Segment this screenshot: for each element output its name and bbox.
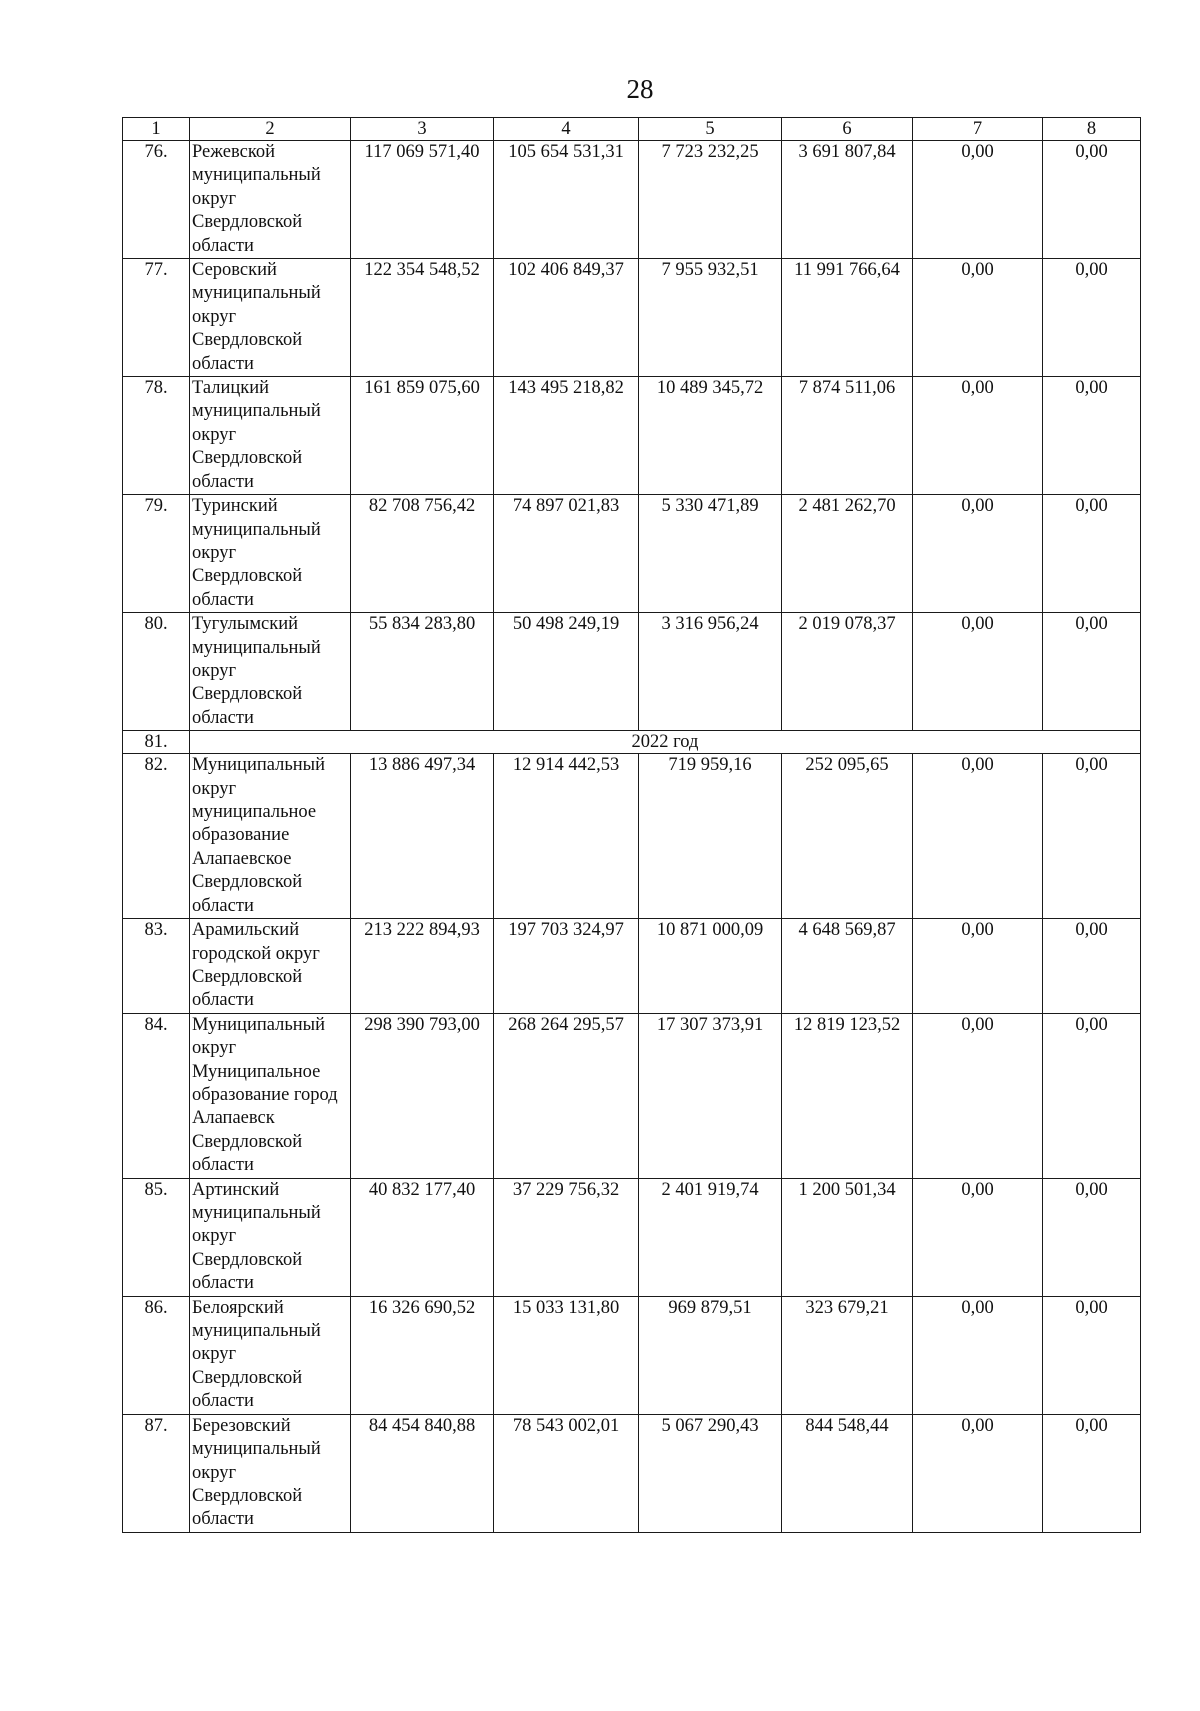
value-col-8: 0,00 xyxy=(1043,377,1141,495)
municipality-name: Туринский муниципальный округ Свердловской области xyxy=(190,495,351,613)
value-col-6: 2 481 262,70 xyxy=(782,495,913,613)
value-col-4: 102 406 849,37 xyxy=(494,259,639,377)
municipality-name: Белоярский муниципальный округ Свердловской области xyxy=(190,1296,351,1414)
column-header: 8 xyxy=(1043,118,1141,141)
value-col-3: 40 832 177,40 xyxy=(351,1178,494,1296)
value-col-7: 0,00 xyxy=(913,377,1043,495)
value-col-3: 55 834 283,80 xyxy=(351,613,494,731)
value-col-5: 5 067 290,43 xyxy=(639,1414,782,1532)
table-row xyxy=(123,377,1141,495)
value-col-4: 50 498 249,19 xyxy=(494,613,639,731)
value-col-7: 0,00 xyxy=(913,1296,1043,1414)
data-table xyxy=(122,117,1141,1533)
value-col-5: 7 723 232,25 xyxy=(639,141,782,259)
municipality-name: Муниципальный округ муниципальное образование Алапаевское Свердловской области xyxy=(190,754,351,919)
value-col-6: 844 548,44 xyxy=(782,1414,913,1532)
value-col-4: 74 897 021,83 xyxy=(494,495,639,613)
row-number: 79. xyxy=(123,495,190,613)
column-header: 5 xyxy=(639,118,782,141)
value-col-4: 268 264 295,57 xyxy=(494,1013,639,1178)
table-row xyxy=(123,919,1141,1014)
value-col-7: 0,00 xyxy=(913,259,1043,377)
table-row xyxy=(123,1414,1141,1532)
column-header: 4 xyxy=(494,118,639,141)
row-number: 80. xyxy=(123,613,190,731)
column-header: 1 xyxy=(123,118,190,141)
value-col-7: 0,00 xyxy=(913,141,1043,259)
municipality-name: Режевской муниципальный округ Свердловской области xyxy=(190,141,351,259)
municipality-name: Арамильский городской округ Свердловской области xyxy=(190,919,351,1014)
value-col-5: 5 330 471,89 xyxy=(639,495,782,613)
value-col-4: 197 703 324,97 xyxy=(494,919,639,1014)
value-col-4: 105 654 531,31 xyxy=(494,141,639,259)
value-col-6: 2 019 078,37 xyxy=(782,613,913,731)
table-row xyxy=(123,1296,1141,1414)
municipality-name: Серовский муниципальный округ Свердловской области xyxy=(190,259,351,377)
value-col-6: 4 648 569,87 xyxy=(782,919,913,1014)
municipality-name: Березовский муниципальный округ Свердловской области xyxy=(190,1414,351,1532)
value-col-3: 117 069 571,40 xyxy=(351,141,494,259)
table-row xyxy=(123,754,1141,919)
row-number: 86. xyxy=(123,1296,190,1414)
table-row xyxy=(123,259,1141,377)
value-col-5: 969 879,51 xyxy=(639,1296,782,1414)
value-col-3: 13 886 497,34 xyxy=(351,754,494,919)
value-col-7: 0,00 xyxy=(913,919,1043,1014)
row-number: 87. xyxy=(123,1414,190,1532)
value-col-8: 0,00 xyxy=(1043,495,1141,613)
value-col-3: 16 326 690,52 xyxy=(351,1296,494,1414)
row-number: 82. xyxy=(123,754,190,919)
value-col-5: 3 316 956,24 xyxy=(639,613,782,731)
value-col-8: 0,00 xyxy=(1043,613,1141,731)
value-col-4: 12 914 442,53 xyxy=(494,754,639,919)
row-number: 85. xyxy=(123,1178,190,1296)
value-col-3: 84 454 840,88 xyxy=(351,1414,494,1532)
column-header: 6 xyxy=(782,118,913,141)
municipality-name: Талицкий муниципальный округ Свердловской области xyxy=(190,377,351,495)
value-col-5: 2 401 919,74 xyxy=(639,1178,782,1296)
value-col-6: 3 691 807,84 xyxy=(782,141,913,259)
value-col-6: 323 679,21 xyxy=(782,1296,913,1414)
value-col-7: 0,00 xyxy=(913,495,1043,613)
row-number: 83. xyxy=(123,919,190,1014)
value-col-8: 0,00 xyxy=(1043,141,1141,259)
value-col-3: 298 390 793,00 xyxy=(351,1013,494,1178)
row-number: 77. xyxy=(123,259,190,377)
value-col-8: 0,00 xyxy=(1043,1296,1141,1414)
value-col-8: 0,00 xyxy=(1043,919,1141,1014)
value-col-7: 0,00 xyxy=(913,1178,1043,1296)
row-number: 81. xyxy=(123,731,190,754)
table-row xyxy=(123,1178,1141,1296)
value-col-8: 0,00 xyxy=(1043,1013,1141,1178)
value-col-6: 7 874 511,06 xyxy=(782,377,913,495)
value-col-3: 213 222 894,93 xyxy=(351,919,494,1014)
table-row xyxy=(123,613,1141,731)
value-col-5: 719 959,16 xyxy=(639,754,782,919)
row-number: 84. xyxy=(123,1013,190,1178)
value-col-7: 0,00 xyxy=(913,613,1043,731)
column-header: 3 xyxy=(351,118,494,141)
municipality-name: Муниципальный округ Муниципальное образование город Алапаевск Свердловской области xyxy=(190,1013,351,1178)
value-col-4: 78 543 002,01 xyxy=(494,1414,639,1532)
value-col-5: 7 955 932,51 xyxy=(639,259,782,377)
value-col-8: 0,00 xyxy=(1043,1178,1141,1296)
value-col-8: 0,00 xyxy=(1043,1414,1141,1532)
municipality-name: Артинский муниципальный округ Свердловской области xyxy=(190,1178,351,1296)
value-col-6: 252 095,65 xyxy=(782,754,913,919)
value-col-6: 11 991 766,64 xyxy=(782,259,913,377)
column-header: 2 xyxy=(190,118,351,141)
value-col-7: 0,00 xyxy=(913,754,1043,919)
value-col-3: 82 708 756,42 xyxy=(351,495,494,613)
value-col-4: 15 033 131,80 xyxy=(494,1296,639,1414)
row-number: 78. xyxy=(123,377,190,495)
municipality-name: Тугулымский муниципальный округ Свердловской области xyxy=(190,613,351,731)
value-col-4: 37 229 756,32 xyxy=(494,1178,639,1296)
value-col-7: 0,00 xyxy=(913,1414,1043,1532)
column-header: 7 xyxy=(913,118,1043,141)
year-section-row xyxy=(123,731,1141,754)
value-col-5: 10 871 000,09 xyxy=(639,919,782,1014)
value-col-7: 0,00 xyxy=(913,1013,1043,1178)
value-col-5: 10 489 345,72 xyxy=(639,377,782,495)
table-header-row xyxy=(123,118,1141,141)
value-col-3: 122 354 548,52 xyxy=(351,259,494,377)
page-number: 28 xyxy=(626,74,654,104)
value-col-8: 0,00 xyxy=(1043,754,1141,919)
row-number: 76. xyxy=(123,141,190,259)
value-col-4: 143 495 218,82 xyxy=(494,377,639,495)
year-label: 2022 год xyxy=(190,731,1141,754)
table-row xyxy=(123,495,1141,613)
value-col-8: 0,00 xyxy=(1043,259,1141,377)
table-row xyxy=(123,141,1141,259)
value-col-3: 161 859 075,60 xyxy=(351,377,494,495)
value-col-6: 1 200 501,34 xyxy=(782,1178,913,1296)
table-row xyxy=(123,1013,1141,1178)
value-col-5: 17 307 373,91 xyxy=(639,1013,782,1178)
value-col-6: 12 819 123,52 xyxy=(782,1013,913,1178)
